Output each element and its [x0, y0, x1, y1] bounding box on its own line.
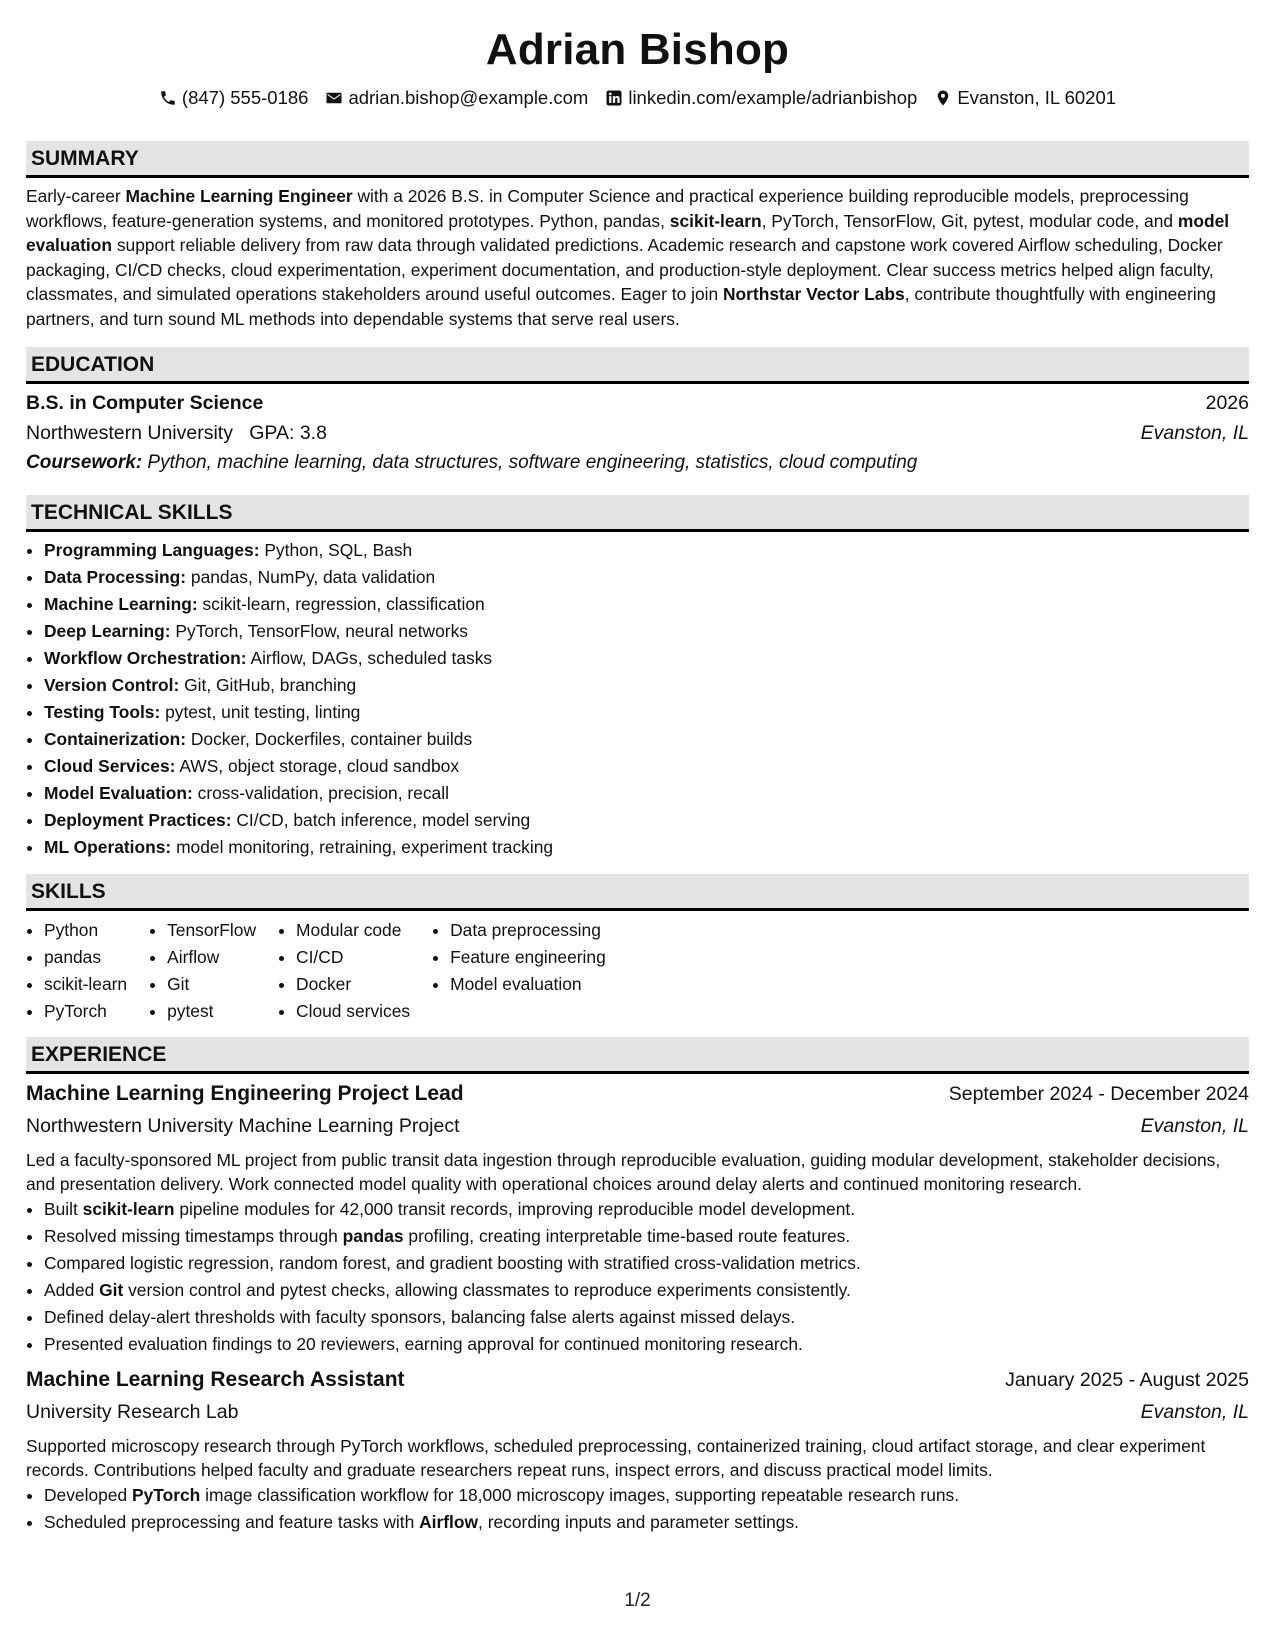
- experience-list: [26, 1078, 1249, 1536]
- skills-heading: SKILLS: [26, 874, 1249, 911]
- job-location: Evanston, IL: [1140, 1115, 1249, 1137]
- skills-column: [149, 917, 256, 1025]
- technical-skill-item: • Model Evaluation: cross-validation, precision, recall: [44, 780, 1249, 807]
- contact-linkedin[interactable]: [605, 86, 917, 110]
- job-description: Led a faculty-sponsored ML project from public transit data ingestion through reproducible evaluation, guiding modular development, stakeholder decisions, and presentation delivery. Work connected model quality with operational choices around delay alerts and continued monitoring research.: [26, 1150, 1221, 1194]
- summary-heading: SUMMARY: [26, 141, 1249, 178]
- technical-skill-item: • Testing Tools: pytest, unit testing, linting: [44, 699, 1249, 726]
- education-entry: [26, 388, 1249, 478]
- phone-text: (847) 555-0186: [181, 87, 309, 108]
- technical-skills-list: [26, 537, 1249, 861]
- technical-skills-heading: TECHNICAL SKILLS: [26, 495, 1249, 532]
- technical-skill-item: • Programming Languages: Python, SQL, Bash: [44, 537, 1249, 564]
- job-bullet: • Presented evaluation findings to 20 reviewers, earning approval for continued monitoring research.: [44, 1331, 1249, 1358]
- technical-skill-item: • Workflow Orchestration: Airflow, DAGs, scheduled tasks: [44, 645, 1249, 672]
- technical-skill-item: • Machine Learning: scikit-learn, regression, classification: [44, 591, 1249, 618]
- skill-item: • Cloud services: [296, 998, 410, 1025]
- skill-item: • CI/CD: [296, 944, 410, 971]
- degree: B.S. in Computer Science: [26, 392, 264, 414]
- job-title: Machine Learning Engineering Project Lead: [26, 1082, 464, 1105]
- experience-heading: EXPERIENCE: [26, 1037, 1249, 1074]
- contact-email[interactable]: [325, 86, 588, 110]
- skill-item: • PyTorch: [44, 998, 127, 1025]
- technical-skill-item: • Deployment Practices: CI/CD, batch inference, model serving: [44, 807, 1249, 834]
- school-gpa: Northwestern University GPA: 3.8: [26, 422, 327, 444]
- email-text: adrian.bishop@example.com: [348, 87, 589, 108]
- skill-item: • scikit-learn: [44, 971, 127, 998]
- skill-item: • Docker: [296, 971, 410, 998]
- technical-skill-item: • Deep Learning: PyTorch, TensorFlow, neural networks: [44, 618, 1249, 645]
- skill-item: • pandas: [44, 944, 127, 971]
- technical-skill-item: • Containerization: Docker, Dockerfiles, container builds: [44, 726, 1249, 753]
- job-bullet: • Developed PyTorch image classification workflow for 18,000 microscopy images, supporting repeatable research runs.: [44, 1482, 1249, 1509]
- skills-column: [432, 917, 606, 1025]
- location-text: Evanston, IL 60201: [957, 87, 1117, 108]
- job-bullet: • Compared logistic regression, random forest, and gradient boosting with stratified cross-validation metrics.: [44, 1250, 1249, 1277]
- linkedin-text: linkedin.com/example/adrianbishop: [628, 87, 918, 108]
- contact-phone[interactable]: [159, 86, 309, 110]
- skill-item: • pytest: [167, 998, 256, 1025]
- job-dates: September 2024 - December 2024: [948, 1083, 1249, 1105]
- job-bullets: [26, 1196, 1249, 1358]
- job-organization: Northwestern University Machine Learning Project: [26, 1115, 460, 1137]
- job-title: Machine Learning Research Assistant: [26, 1368, 405, 1391]
- graduation-year: 2026: [1205, 392, 1249, 414]
- job-description: Supported microscopy research through PyTorch workflows, scheduled preprocessing, containerized training, cloud artifact storage, and clear experiment records. Contributions helped faculty and graduate researchers repeat runs, inspect errors, and discuss practical model limits.: [26, 1436, 1206, 1480]
- skill-item: • Airflow: [167, 944, 256, 971]
- job-location: Evanston, IL: [1140, 1401, 1249, 1423]
- technical-skill-item: • ML Operations: model monitoring, retraining, experiment tracking: [44, 834, 1249, 861]
- job-bullet: • Resolved missing timestamps through pandas profiling, creating interpretable time-based route features.: [44, 1223, 1249, 1250]
- phone-icon: [159, 89, 177, 107]
- skill-item: • Git: [167, 971, 256, 998]
- skill-item: • Model evaluation: [450, 971, 606, 998]
- job-dates: January 2025 - August 2025: [1005, 1369, 1249, 1391]
- skill-item: • TensorFlow: [167, 917, 256, 944]
- summary-text: Early-career Machine Learning Engineer with a 2026 B.S. in Computer Science and practical experience building reproducible models, preprocessing workflows, feature-generation systems, and monitored prototypes. Python, pandas, scikit-learn, PyTorch, TensorFlow, Git, pytest, modular code, and model evaluation support reliable delivery from raw data through validated predictions. Academic research and capstone work covered Airflow scheduling, Docker packaging, CI/CD checks, cloud experimentation, experiment documentation, and production-style deployment. Clear success metrics helped align faculty, classmates, and simulated operations stakeholders around useful outcomes. Eager to join Northstar Vector Labs, contribute thoughtfully with engineering partners, and turn sound ML methods into dependable systems that serve real users.: [26, 186, 1230, 329]
- education-heading: EDUCATION: [26, 347, 1249, 384]
- skills-column: [26, 917, 127, 1025]
- skills-columns: [26, 911, 1249, 1025]
- skill-item: • Feature engineering: [450, 944, 606, 971]
- envelope-icon: [325, 89, 343, 107]
- contact-bar: [26, 86, 1249, 110]
- skill-item: • Data preprocessing: [450, 917, 606, 944]
- coursework: Coursework: Python, machine learning, data structures, software engineering, statistics, cloud computing: [26, 452, 918, 473]
- job-bullets: [26, 1482, 1249, 1536]
- job-entry: [26, 1078, 1249, 1358]
- resume-page: [26, 0, 1249, 1536]
- education-location: Evanston, IL: [1140, 422, 1249, 444]
- technical-skill-item: • Data Processing: pandas, NumPy, data validation: [44, 564, 1249, 591]
- skill-item: • Python: [44, 917, 127, 944]
- job-bullet: • Added Git version control and pytest checks, allowing classmates to reproduce experiments consistently.: [44, 1277, 1249, 1304]
- skills-column: [278, 917, 410, 1025]
- contact-location: [934, 86, 1116, 110]
- job-bullet: • Scheduled preprocessing and feature tasks with Airflow, recording inputs and parameter settings.: [44, 1509, 1249, 1536]
- job-entry: [26, 1364, 1249, 1536]
- page-number: 1/2: [624, 1590, 651, 1611]
- job-bullet: • Defined delay-alert thresholds with faculty sponsors, balancing false alerts against missed delays.: [44, 1304, 1249, 1331]
- job-organization: University Research Lab: [26, 1401, 239, 1423]
- candidate-name: Adrian Bishop: [485, 25, 790, 74]
- skill-item: • Modular code: [296, 917, 410, 944]
- technical-skill-item: • Version Control: Git, GitHub, branching: [44, 672, 1249, 699]
- job-bullet: • Built scikit-learn pipeline modules for 42,000 transit records, improving reproducible model development.: [44, 1196, 1249, 1223]
- map-pin-icon: [934, 89, 952, 107]
- linkedin-icon: [605, 89, 623, 107]
- technical-skill-item: • Cloud Services: AWS, object storage, cloud sandbox: [44, 753, 1249, 780]
